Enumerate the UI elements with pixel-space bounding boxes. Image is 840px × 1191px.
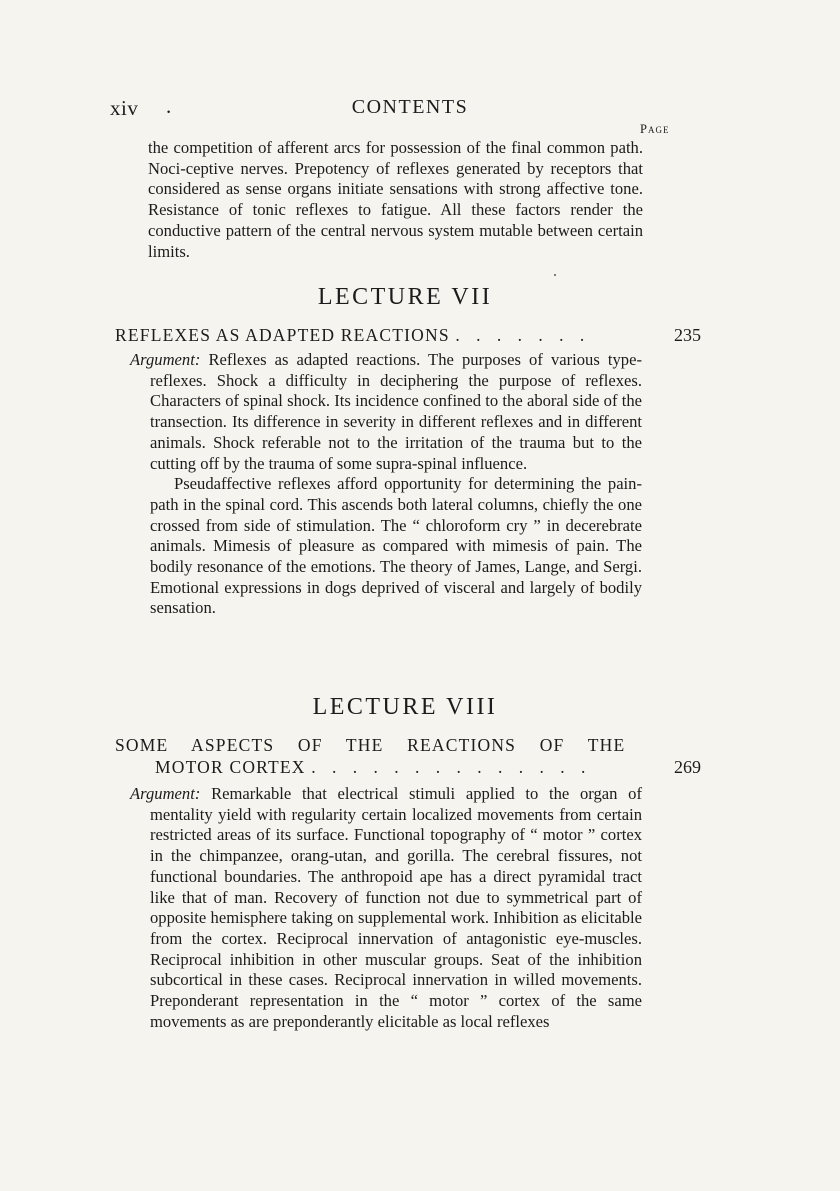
toc-entry-title: REFLEXES AS ADAPTED REACTIONS bbox=[115, 325, 450, 345]
page-column-label: Page bbox=[640, 122, 670, 136]
lecture-heading-vii: LECTURE VII bbox=[317, 284, 493, 310]
print-speck bbox=[554, 274, 556, 276]
folio-dot: . bbox=[166, 94, 172, 118]
argument-paragraph bbox=[130, 784, 642, 1032]
argument-lecture-viii bbox=[130, 784, 642, 1032]
toc-page-number: 269 bbox=[674, 757, 701, 777]
dot-leader: . . . . . . . . . . . . . . bbox=[311, 757, 592, 777]
page-header bbox=[110, 96, 710, 124]
argument-text: Remarkable that electrical stimuli applied to the organ of mentality yield with regularity certain localized movements from certain restricted areas of its surface. Functional topography of “ motor ” cortex in the chimpanzee, orang-utan, and gorilla. The cerebral fissures, not functional boundaries. The anthropoid ape has a direct pyramidal tract like that of man. Recovery of function not due to symmetrical part of opposite hemisphere taking on supplemental work. Inhibition as elicitable from the cortex. Reciprocal innervation of antagonistic eye-muscles. Reciprocal inhibition in other muscular groups. Seat of the inhibition subcortical in these cases. Reciprocal innervation in willed movements. Preponderant representation in the “ motor ” cortex of the same movements as are preponderantly elicitable as local reflexes bbox=[150, 784, 642, 1031]
running-head: CONTENTS bbox=[351, 96, 469, 118]
argument-text: Reflexes as adapted reactions. The purposes of various type-reflexes. Shock a difficulty in deciphering the purpose of reflexes. Characters of spinal shock. Its incidence confined to the aboral side of the transection. Its difference in severity in different reflexes and in different animals. Shock referable not to the irritation of the trauma but to the cutting off by the trauma of some supra-spinal influence. bbox=[150, 350, 642, 473]
argument-paragraph: Pseudaffective reflexes afford opportunity for determining the pain-path in the spinal cord. This ascends both lateral columns, chiefly the one crossed from side of stimulation. The “ chloroform cry ” in decerebrate animals. Mimesis of pleasure as compared with mimesis of pain. The bodily resonance of the emotions. The theory of James, Lange, and Sergi. Emotional expressions in dogs deprived of visceral and largely of bodily sensation. bbox=[150, 474, 642, 618]
argument-lecture-vii bbox=[130, 350, 642, 619]
toc-entry-title-continued bbox=[115, 756, 701, 778]
toc-entry-lecture-viii[interactable] bbox=[115, 734, 701, 778]
lecture-heading-viii: LECTURE VIII bbox=[312, 694, 498, 720]
argument-paragraph bbox=[130, 350, 642, 474]
continued-argument-paragraph: the competition of afferent arcs for possession of the final common path. Noci-ceptive nerves. Prepotency of reflexes generated by receptors that considered as sense organs initiate sensations with strong affective tone. Resistance of tonic reflexes to fatigue. All these factors render the conductive pattern of the central nervous system mutable between certain limits. bbox=[148, 138, 643, 261]
toc-entry-title-line: SOME ASPECTS OF THE REACTIONS OF THE bbox=[115, 735, 626, 755]
page-folio: xiv bbox=[110, 96, 139, 120]
argument-label: Argument: bbox=[130, 784, 201, 803]
toc-entry-lecture-vii[interactable] bbox=[115, 324, 701, 346]
toc-page-number: 235 bbox=[674, 325, 701, 345]
toc-entry-title-line: MOTOR CORTEX bbox=[155, 757, 306, 777]
argument-label: Argument: bbox=[130, 350, 201, 369]
toc-entry-title bbox=[115, 734, 695, 756]
dot-leader: . . . . . . . bbox=[455, 325, 591, 345]
